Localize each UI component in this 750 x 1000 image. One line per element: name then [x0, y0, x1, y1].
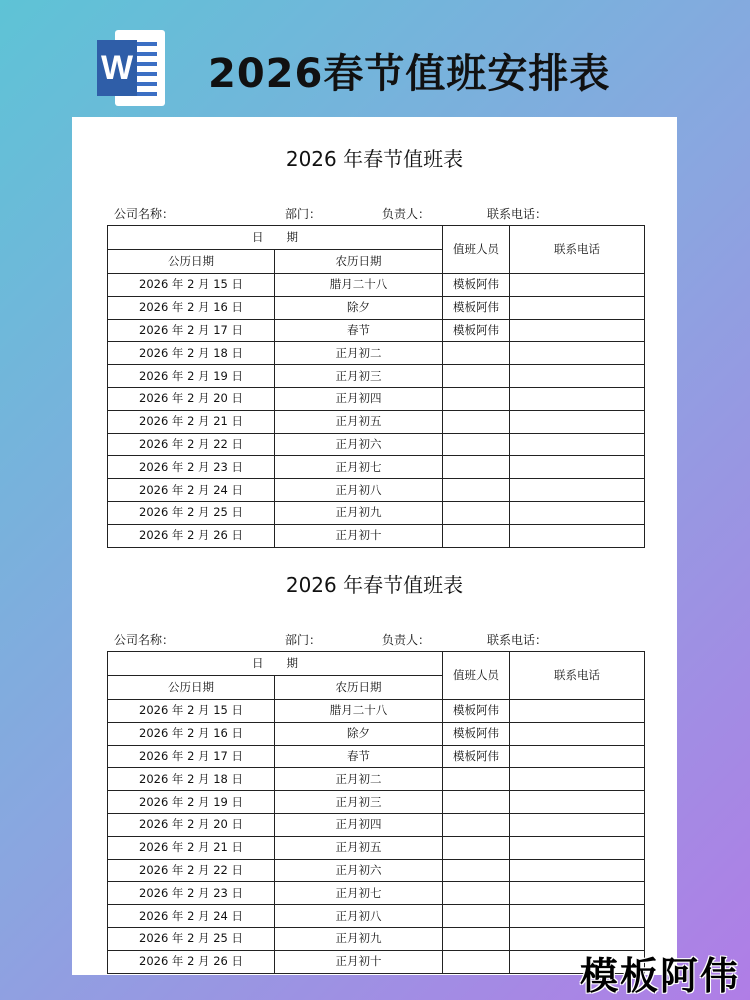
department-label: 部门：: [285, 207, 322, 221]
gregorian-date-cell: 2026 年 2 月 23 日: [108, 456, 275, 479]
lunar-date-cell: 正月初二: [275, 342, 443, 365]
lunar-date-cell: 正月初九: [275, 501, 443, 524]
phone-label: 联系电话：: [487, 207, 548, 221]
contact-cell: [510, 365, 645, 388]
contact-cell: [510, 700, 645, 723]
word-icon: [97, 30, 165, 106]
lunar-date-header: 农历日期: [275, 250, 443, 274]
staff-cell: [443, 836, 510, 859]
table-row: [108, 905, 645, 928]
staff-cell: [443, 410, 510, 433]
duty-table: [107, 225, 645, 548]
contact-cell: [510, 387, 645, 410]
table-row: [108, 882, 645, 905]
staff-header: 值班人员: [443, 652, 510, 700]
staff-cell: [443, 365, 510, 388]
gregorian-date-cell: 2026 年 2 月 21 日: [108, 836, 275, 859]
staff-cell: [443, 342, 510, 365]
lunar-date-cell: 正月初十: [275, 950, 443, 973]
table-header-row: [108, 652, 645, 676]
gregorian-date-cell: 2026 年 2 月 18 日: [108, 768, 275, 791]
contact-cell: [510, 342, 645, 365]
table-row: [108, 791, 645, 814]
gregorian-date-cell: 2026 年 2 月 19 日: [108, 791, 275, 814]
contact-cell: [510, 479, 645, 502]
gregorian-date-cell: 2026 年 2 月 18 日: [108, 342, 275, 365]
table-row: [108, 859, 645, 882]
lunar-date-cell: 正月初九: [275, 927, 443, 950]
table-row: [108, 722, 645, 745]
gregorian-date-cell: 2026 年 2 月 22 日: [108, 433, 275, 456]
contact-cell: [510, 410, 645, 433]
staff-cell: [443, 433, 510, 456]
contact-cell: [510, 882, 645, 905]
contact-cell: [510, 319, 645, 342]
gregorian-date-cell: 2026 年 2 月 20 日: [108, 813, 275, 836]
gregorian-date-cell: 2026 年 2 月 19 日: [108, 365, 275, 388]
table-row: [108, 319, 645, 342]
table-row: [108, 342, 645, 365]
lunar-date-cell: 正月初六: [275, 433, 443, 456]
table-row: [108, 410, 645, 433]
contact-cell: [510, 433, 645, 456]
gregorian-date-cell: 2026 年 2 月 17 日: [108, 319, 275, 342]
contact-cell: [510, 813, 645, 836]
gregorian-date-cell: 2026 年 2 月 21 日: [108, 410, 275, 433]
lunar-date-cell: 正月初七: [275, 456, 443, 479]
contact-cell: [510, 859, 645, 882]
lunar-date-cell: 正月初三: [275, 791, 443, 814]
staff-cell: [443, 813, 510, 836]
staff-cell: 模板阿伟: [443, 745, 510, 768]
lunar-date-cell: 正月初三: [275, 365, 443, 388]
table-row: [108, 433, 645, 456]
author-signature: 模板阿伟: [580, 954, 741, 998]
gregorian-date-cell: 2026 年 2 月 22 日: [108, 859, 275, 882]
gregorian-date-cell: 2026 年 2 月 26 日: [108, 524, 275, 547]
document-paper: [72, 117, 677, 975]
contact-cell: [510, 905, 645, 928]
contact-cell: [510, 501, 645, 524]
staff-cell: [443, 950, 510, 973]
table-header-row: [108, 226, 645, 250]
contact-cell: [510, 791, 645, 814]
staff-cell: [443, 882, 510, 905]
staff-cell: [443, 791, 510, 814]
staff-cell: [443, 456, 510, 479]
gregorian-date-cell: 2026 年 2 月 23 日: [108, 882, 275, 905]
table-row: [108, 365, 645, 388]
table-row: [108, 296, 645, 319]
staff-cell: [443, 859, 510, 882]
lunar-date-cell: 正月初八: [275, 479, 443, 502]
lunar-date-cell: 正月初二: [275, 768, 443, 791]
table-row: [108, 950, 645, 973]
contact-cell: [510, 745, 645, 768]
contact-cell: [510, 768, 645, 791]
contact-header: 联系电话: [510, 652, 645, 700]
company-label: 公司名称：: [114, 633, 175, 647]
gregorian-date-cell: 2026 年 2 月 16 日: [108, 296, 275, 319]
lunar-date-header: 农历日期: [275, 676, 443, 700]
table-row: [108, 836, 645, 859]
staff-cell: [443, 524, 510, 547]
contact-header: 联系电话: [510, 226, 645, 274]
sheet-title: 2026 年春节值班表: [285, 573, 464, 597]
table-row: [108, 524, 645, 547]
staff-cell: [443, 768, 510, 791]
table-row: [108, 927, 645, 950]
lunar-date-cell: 正月初十: [275, 524, 443, 547]
lunar-date-cell: 正月初五: [275, 836, 443, 859]
gregorian-date-header: 公历日期: [108, 676, 275, 700]
lunar-date-cell: 腊月二十八: [275, 700, 443, 723]
table-row: [108, 387, 645, 410]
contact-cell: [510, 296, 645, 319]
table-row: [108, 456, 645, 479]
sheet-title: 2026 年春节值班表: [285, 147, 464, 171]
lunar-date-cell: 正月初五: [275, 410, 443, 433]
lunar-date-cell: 春节: [275, 319, 443, 342]
gregorian-date-cell: 2026 年 2 月 17 日: [108, 745, 275, 768]
date-header: 日 期: [108, 226, 443, 250]
contact-cell: [510, 836, 645, 859]
table-row: [108, 501, 645, 524]
table-row: [108, 479, 645, 502]
word-letter-badge: W: [97, 40, 137, 96]
staff-cell: 模板阿伟: [443, 274, 510, 297]
owner-label: 负责人：: [382, 633, 431, 647]
contact-cell: [510, 456, 645, 479]
phone-label: 联系电话：: [487, 633, 548, 647]
staff-cell: [443, 501, 510, 524]
duty-table: [107, 651, 645, 974]
department-label: 部门：: [285, 633, 322, 647]
gregorian-date-header: 公历日期: [108, 250, 275, 274]
contact-cell: [510, 722, 645, 745]
gregorian-date-cell: 2026 年 2 月 25 日: [108, 501, 275, 524]
staff-cell: 模板阿伟: [443, 296, 510, 319]
lunar-date-cell: 除夕: [275, 722, 443, 745]
lunar-date-cell: 腊月二十八: [275, 274, 443, 297]
staff-cell: 模板阿伟: [443, 319, 510, 342]
table-row: [108, 813, 645, 836]
staff-cell: [443, 479, 510, 502]
lunar-date-cell: 正月初四: [275, 813, 443, 836]
lunar-date-cell: 除夕: [275, 296, 443, 319]
lunar-date-cell: 正月初四: [275, 387, 443, 410]
staff-header: 值班人员: [443, 226, 510, 274]
table-row: [108, 700, 645, 723]
staff-cell: [443, 927, 510, 950]
gregorian-date-cell: 2026 年 2 月 24 日: [108, 479, 275, 502]
contact-cell: [510, 274, 645, 297]
page-title: 2026春节值班安排表: [208, 51, 611, 97]
lunar-date-cell: 正月初七: [275, 882, 443, 905]
gregorian-date-cell: 2026 年 2 月 26 日: [108, 950, 275, 973]
gregorian-date-cell: 2026 年 2 月 25 日: [108, 927, 275, 950]
table-row: [108, 745, 645, 768]
lunar-date-cell: 正月初八: [275, 905, 443, 928]
date-header: 日 期: [108, 652, 443, 676]
staff-cell: 模板阿伟: [443, 722, 510, 745]
owner-label: 负责人：: [382, 207, 431, 221]
gregorian-date-cell: 2026 年 2 月 15 日: [108, 700, 275, 723]
lunar-date-cell: 春节: [275, 745, 443, 768]
company-label: 公司名称：: [114, 207, 175, 221]
table-row: [108, 768, 645, 791]
table-row: [108, 274, 645, 297]
staff-cell: [443, 905, 510, 928]
staff-cell: [443, 387, 510, 410]
gregorian-date-cell: 2026 年 2 月 16 日: [108, 722, 275, 745]
gregorian-date-cell: 2026 年 2 月 24 日: [108, 905, 275, 928]
lunar-date-cell: 正月初六: [275, 859, 443, 882]
staff-cell: 模板阿伟: [443, 700, 510, 723]
gregorian-date-cell: 2026 年 2 月 20 日: [108, 387, 275, 410]
gregorian-date-cell: 2026 年 2 月 15 日: [108, 274, 275, 297]
contact-cell: [510, 524, 645, 547]
